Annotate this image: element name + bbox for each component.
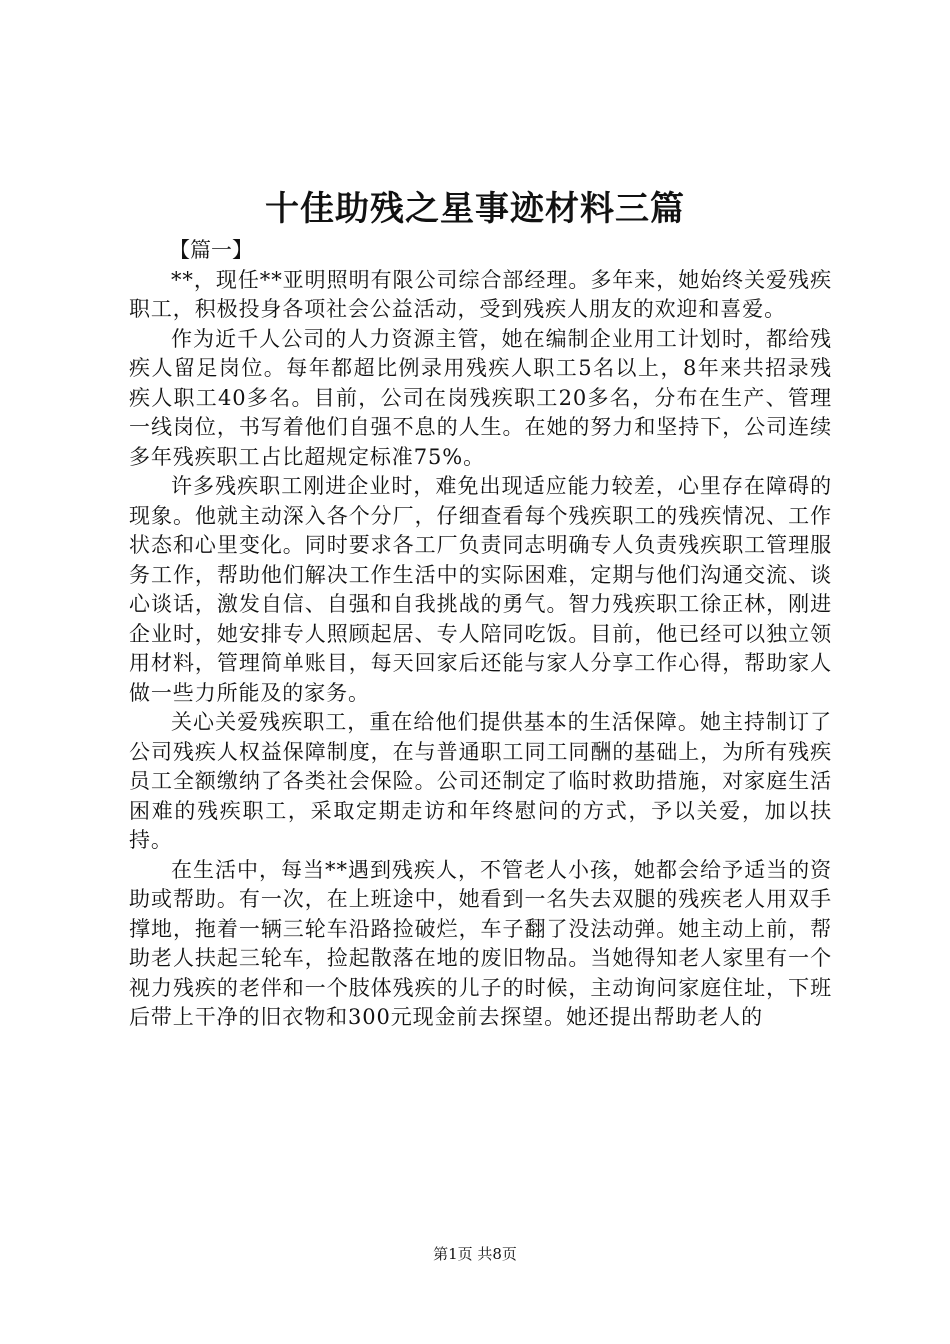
paragraph: 作为近千人公司的人力资源主管，她在编制企业用工计划时，都给残疾人留足岗位。每年都超比例录用残疾人职工5名以上，8年来共招录残疾人职工40多名。目前，公司在岗残疾职工20多名，分布在生产、管理一线岗位，书写着他们自强不息的人生。在她的努力和坚持下，公司连续多年残疾职工占比超规定标准75%。	[129, 326, 832, 469]
document-title: 十佳助残之星事迹材料三篇	[265, 189, 685, 229]
document-body	[129, 236, 832, 1033]
paragraph: 关心关爱残疾职工，重在给他们提供基本的生活保障。她主持制订了公司残疾人权益保障制度，在与普通职工同工同酬的基础上，为所有残疾员工全额缴纳了各类社会保险。公司还制定了临时救助措施，对家庭生活困难的残疾职工，采取定期走访和年终慰问的方式，予以关爱，加以扶持。	[129, 710, 832, 852]
section-label: 【篇一】	[169, 238, 253, 262]
paragraph: **，现任**亚明照明有限公司综合部经理。多年来，她始终关爱残疾职工，积极投身各项社会公益活动，受到残疾人朋友的欢迎和喜爱。	[129, 267, 832, 321]
page-footer: 第1页 共8页	[433, 1245, 517, 1263]
paragraph: 在生活中，每当**遇到残疾人，不管老人小孩，她都会给予适当的资助或帮助。有一次，在上班途中，她看到一名失去双腿的残疾老人用双手撑地，拖着一辆三轮车沿路捡破烂，车子翻了没法动弹。她主动上前，帮助老人扶起三轮车，捡起散落在地的废旧物品。当她得知老人家里有一个视力残疾的老伴和一个肢体残疾的儿子的时候，主动询问家庭住址，下班后带上干净的旧衣物和300元现金前去探望。她还提出帮助老人的	[129, 857, 832, 1029]
paragraph: 许多残疾职工刚进企业时，难免出现适应能力较差，心里存在障碍的现象。他就主动深入各个分厂，仔细查看每个残疾职工的残疾情况、工作状态和心里变化。同时要求各工厂负责同志明确专人负责残疾职工管理服务工作，帮助他们解决工作生活中的实际困难，定期与他们沟通交流、谈心谈话，激发自信、自强和自我挑战的勇气。智力残疾职工徐正林，刚进企业时，她安排专人照顾起居、专人陪同吃饭。目前，他已经可以独立领用材料，管理简单账目，每天回家后还能与家人分享工作心得，帮助家人做一些力所能及的家务。	[129, 474, 832, 705]
